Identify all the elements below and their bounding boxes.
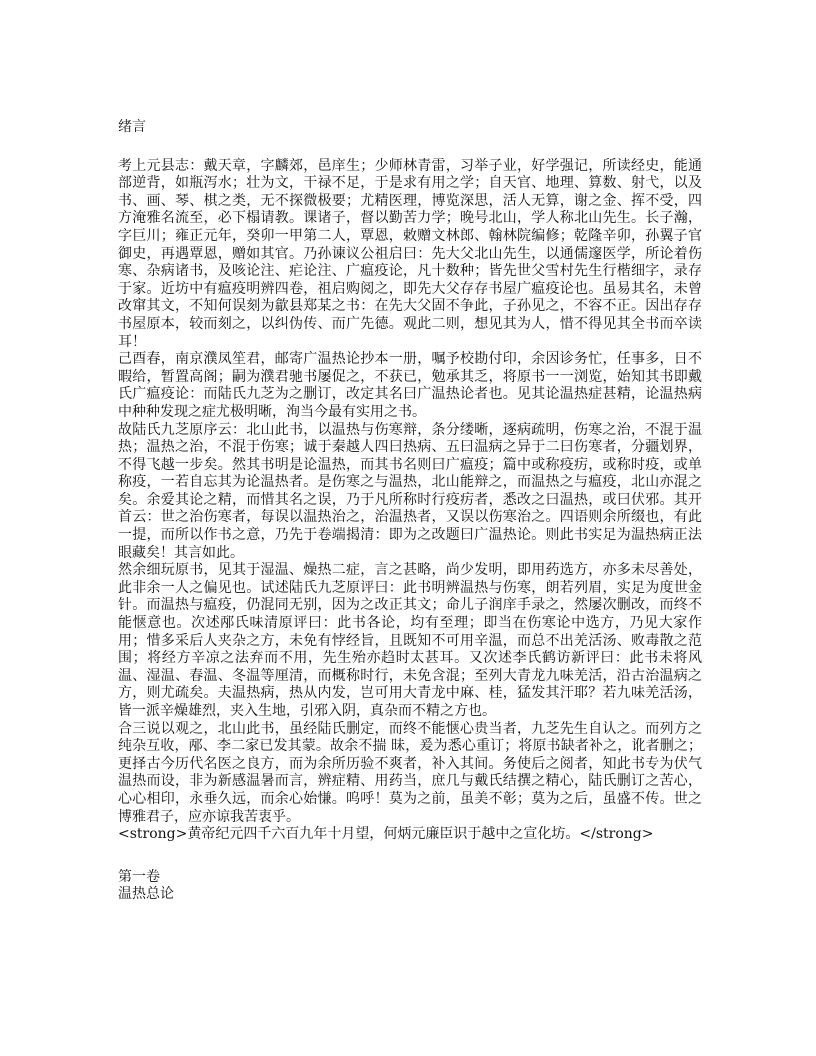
document-title: 绪言 [118,119,146,135]
section-heading: 温热总论 [118,886,174,903]
paragraph-1: 考上元县志：戴天章，字麟郊，邑庠生；少师林青雷，习举子业，好学强记，所读经史，能通部逆背，如瓶泻水；壮为文，干禄不足，于是求有用之学；自天官、地理、算数、射弋，以及书、画、琴、棋之类，无不探微极要；尤精医理，博览深思，活人无算，谢之金、挥不受，四方淹雅名流至，必下榻请教。课诸子，督以勤苦力学；晚号北山，学人称北山先生。长子瀚，字巨川；雍正元年，癸卯一甲第二人，覃恩，敕赠文林郎、翰林院编修；乾隆辛卯，孙翼子官御史，再遇覃恩，赠如其官。乃孙谏议公祖启曰：先大父北山先生，以通儒邃医学，所论着伤寒、杂病诸书，及咳论注、疟论注、广瘟疫论，凡十数种；皆先世父雪村先生行楷细字，录存于家。近坊中有瘟疫明辨四卷，祖启购阅之，即先大父存存书屋广瘟疫论也。虽易其名，未曾改窜其文，不知何误刻为歙县郑某之书：在先大父固不争此，子孙见之，不容不正。因出存存书屋原本，较而刻之，以纠伪传、而广先德。观此二则，想见其为人，惜不得见其全书而卒读耳！ [118,157,702,350]
document-page [118,119,702,904]
paragraph-5: 合三说以观之，北山此书，虽经陆氏删定，而终不能惬心贵当者，九芝先生自认之。而列方之纯杂互收，邴、李二家已发其蒙。故余不揣 昧，爰为悉心重订；将原书缺者补之，讹者删之；更择古今历代名医之良方，而为余所历验不爽者，补入其间。务使后之阅者，知此书专为伏气温热而设，非为新感温暑而言，辨症精、用药当，庶几与戴氏结撰之精心，陆氏删订之苦心，心心相印，永垂久远，而余心始慊。呜呼！莫为之前，虽美不彰；莫为之后，虽盛不传。世之博雅君子，应亦谅我苦衷乎。 [118,720,702,825]
signature-line: <strong>黄帝纪元四千六百九年十月望，何炳元廉臣识于越中之宣化坊。</strong> [118,826,654,843]
volume-heading: 第一卷 [118,868,160,885]
paragraph-4: 然余细玩原书，见其于湿温、燥热二症，言之甚略，尚少发明，即用药选方，亦多未尽善处，此非余一人之偏见也。试述陆氏九芝原评曰：此书明辨温热与伤寒，朗若列眉，实足为度世金针。而温热与瘟疫，仍混同无别，因为之改正其文；命儿子润庠手录之，然屡次删改，而终不能惬意也。次述邴氏味清原评曰：此书各论，均有至理；即当在伤寒论中选方，乃见大家作用；惜多采后人夹杂之方，未免有悖经旨，且既知不可用辛温，而总不出羌活汤、败毒散之范围；将经方辛凉之法弃而不用，先生殆亦趋时太甚耳。又次述李氏鹤访新评曰：此书未将风温、湿温、春温、冬温等厘清，而概称时行，未免含混；至列大青龙九味羌活，沿古治温病之方，则尤疏矣。夫温热病，热从内发，岂可用大青龙中麻、桂，猛发其汗耶？若九味羌活汤，皆一派辛燥雄烈，夹入生地，引邪入阴，真杂而不精之方也。 [118,562,702,719]
paragraph-2: 己酉春，南京濮凤笙君，邮寄广温热论抄本一册，嘱予校勘付印，余因诊务忙，任事多，日不暇给，暂置高阁；嗣为濮君驰书屡促之，不获已，勉承其乏，将原书一一浏览，始知其书即戴氏广瘟疫论：而陆氏九芝为之删订，改定其名曰广温热论者也。见其论温热症甚精，论温热病中种种发现之症尤极明晰，洵当今最有实用之书。 [118,351,702,420]
paragraph-3: 故陆氏九芝原序云：北山此书，以温热与伤寒辩，条分缕晰，逐病疏明，伤寒之治，不混于温热；温热之治，不混于伤寒；诚于秦越人四曰热病、五曰温病之异于二曰伤寒者，分疆划界，不得飞越一步矣。然其书明是论温热，而其书名则曰广瘟疫；篇中或称疫疠，或称时疫，或单称疫，一若自忘其为论温热者。是伤寒之与温热，北山能辩之，而温热之与瘟疫，北山亦混之矣。余爱其论之精，而惜其名之误，乃于凡所称时行疫疠者，悉改之曰温热，或曰伏邪。其开首云：世之治伤寒者，每误以温热治之，治温热者，又误以伤寒治之。四语则余所缀也，有此一提，而所以作书之意，乃先于卷端揭清：即为之改题曰广温热论。则此书实足为温热病正法眼藏矣！其言如此。 [118,421,702,561]
